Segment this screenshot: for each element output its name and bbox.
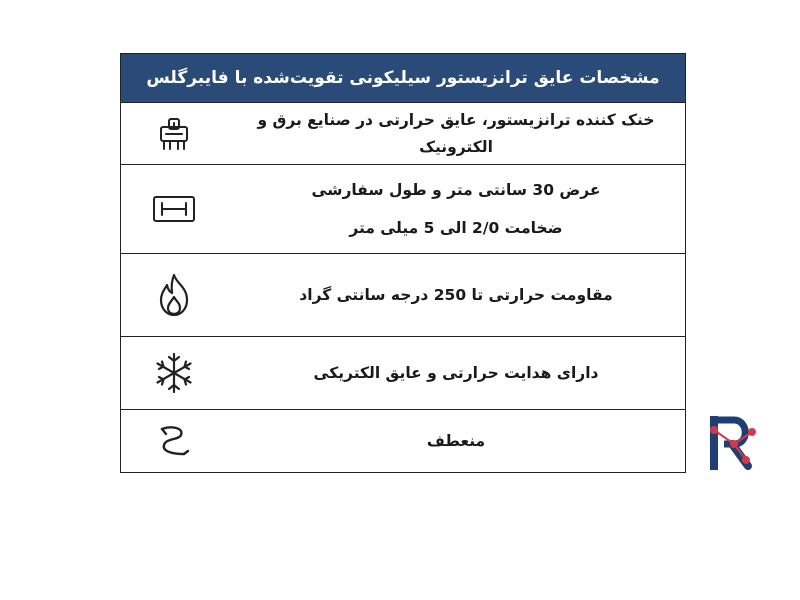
icon-cell (121, 165, 227, 253)
dimensions-icon (151, 192, 197, 226)
spec-row (121, 103, 685, 165)
spec-text (227, 103, 685, 164)
spec-line: ضخامت 2/0 الی 5 میلی متر (349, 219, 563, 237)
spec-row (121, 165, 685, 254)
transistor-cooler-icon (154, 114, 194, 154)
spec-line: الکترونیک (419, 137, 493, 156)
spec-text (227, 410, 685, 472)
icon-cell (121, 103, 227, 164)
spec-line: دارای هدایت حرارتی و عایق الکتریکی (313, 363, 599, 382)
icon-cell (121, 410, 227, 472)
rp-brand-logo-icon (700, 459, 766, 478)
spec-text (227, 337, 685, 409)
spec-row (121, 337, 685, 410)
icon-cell (121, 337, 227, 409)
spec-line: عرض 30 سانتی متر و طول سفارشی (311, 180, 601, 199)
spec-text (227, 254, 685, 336)
spec-text (227, 165, 685, 253)
snowflake-icon (152, 351, 196, 395)
flexible-curve-icon (154, 421, 194, 461)
icon-cell (121, 254, 227, 336)
table-title: مشخصات عایق ترانزیستور سیلیکونی تقویت‌شده با فایبرگلس (121, 54, 685, 103)
spec-line: منعطف (426, 431, 486, 450)
spec-row (121, 254, 685, 337)
spec-table (120, 53, 686, 473)
brand-logo (700, 410, 766, 474)
spec-line: خنک کننده ترانزیستور، عایق حرارتی در صنایع برق و (257, 111, 655, 130)
flame-icon (154, 272, 194, 318)
spec-row (121, 410, 685, 472)
spec-line: مقاومت حرارتی تا 250 درجه سانتی گراد (299, 285, 613, 304)
white-gap (143, 405, 193, 407)
